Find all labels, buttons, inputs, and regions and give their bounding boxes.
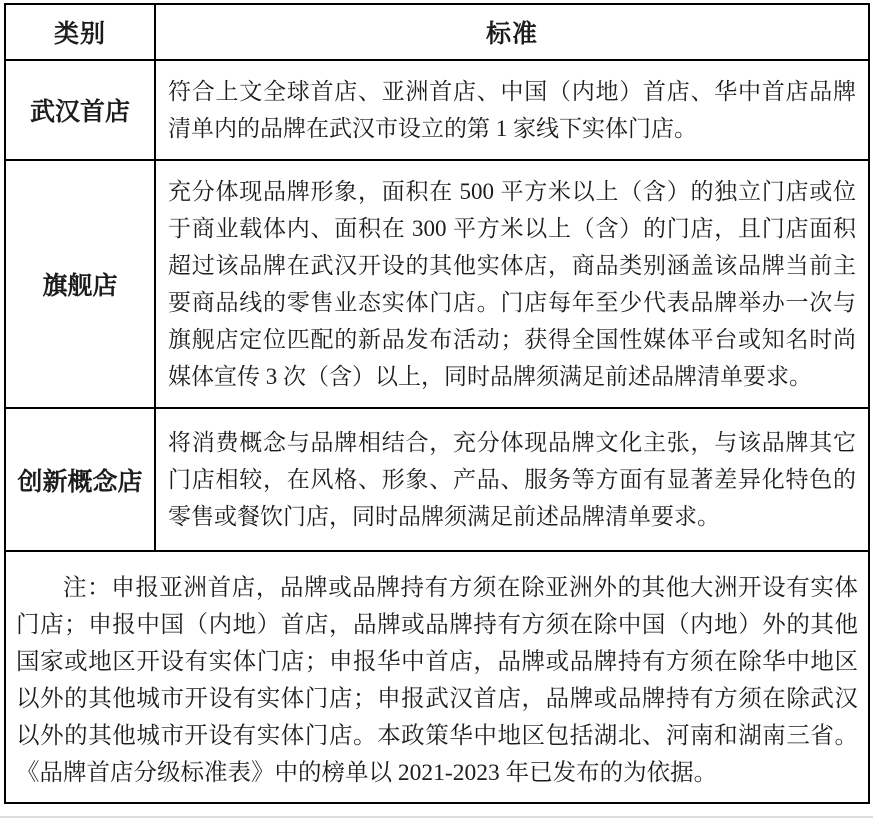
table-note-row	[5, 551, 869, 803]
table-row-concept-store	[5, 408, 869, 551]
category-cell-concept-store: 创新概念店	[5, 408, 155, 551]
standard-cell-wuhan-first-store: 符合上文全球首店、亚洲首店、中国（内地）首店、华中首店品牌清单内的品牌在武汉市设立的第 1 家线下实体门店。	[155, 60, 869, 160]
header-category: 类别	[5, 4, 155, 60]
header-standard: 标准	[155, 4, 869, 60]
category-cell-flagship-store: 旗舰店	[5, 160, 155, 408]
table-row-wuhan-first-store	[5, 60, 869, 160]
table-row-flagship-store	[5, 160, 869, 408]
table-header-row	[5, 4, 869, 60]
first-store-classification-table	[4, 3, 870, 804]
note-cell: 注：申报亚洲首店，品牌或品牌持有方须在除亚洲外的其他大洲开设有实体门店；申报中国（内地）首店，品牌或品牌持有方须在除中国（内地）外的其他国家或地区开设有实体门店；申报华中首店，品牌或品牌持有方须在除华中地区以外的其他城市开设有实体门店；申报武汉首店，品牌或品牌持有方须在除武汉以外的其他城市开设有实体门店。本政策华中地区包括湖北、河南和湖南三省。《品牌首店分级标准表》中的榜单以 2021-2023 年已发布的为依据。	[5, 551, 869, 803]
category-cell-wuhan-first-store: 武汉首店	[5, 60, 155, 160]
standard-cell-flagship-store: 充分体现品牌形象，面积在 500 平方米以上（含）的独立门店或位于商业载体内、面积在 300 平方米以上（含）的门店，且门店面积超过该品牌在武汉开设的其他实体店，商品类别涵盖该品牌当前主要商品线的零售业态实体门店。门店每年至少代表品牌举办一次与旗舰店定位匹配的新品发布活动；获得全国性媒体平台或知名时尚媒体宣传 3 次（含）以上，同时品牌须满足前述品牌清单要求。	[155, 160, 869, 408]
standard-cell-concept-store: 将消费概念与品牌相结合，充分体现品牌文化主张，与该品牌其它门店相较，在风格、形象、产品、服务等方面有显著差异化特色的零售或餐饮门店，同时品牌须满足前述品牌清单要求。	[155, 408, 869, 551]
page-edge-divider	[0, 816, 873, 818]
